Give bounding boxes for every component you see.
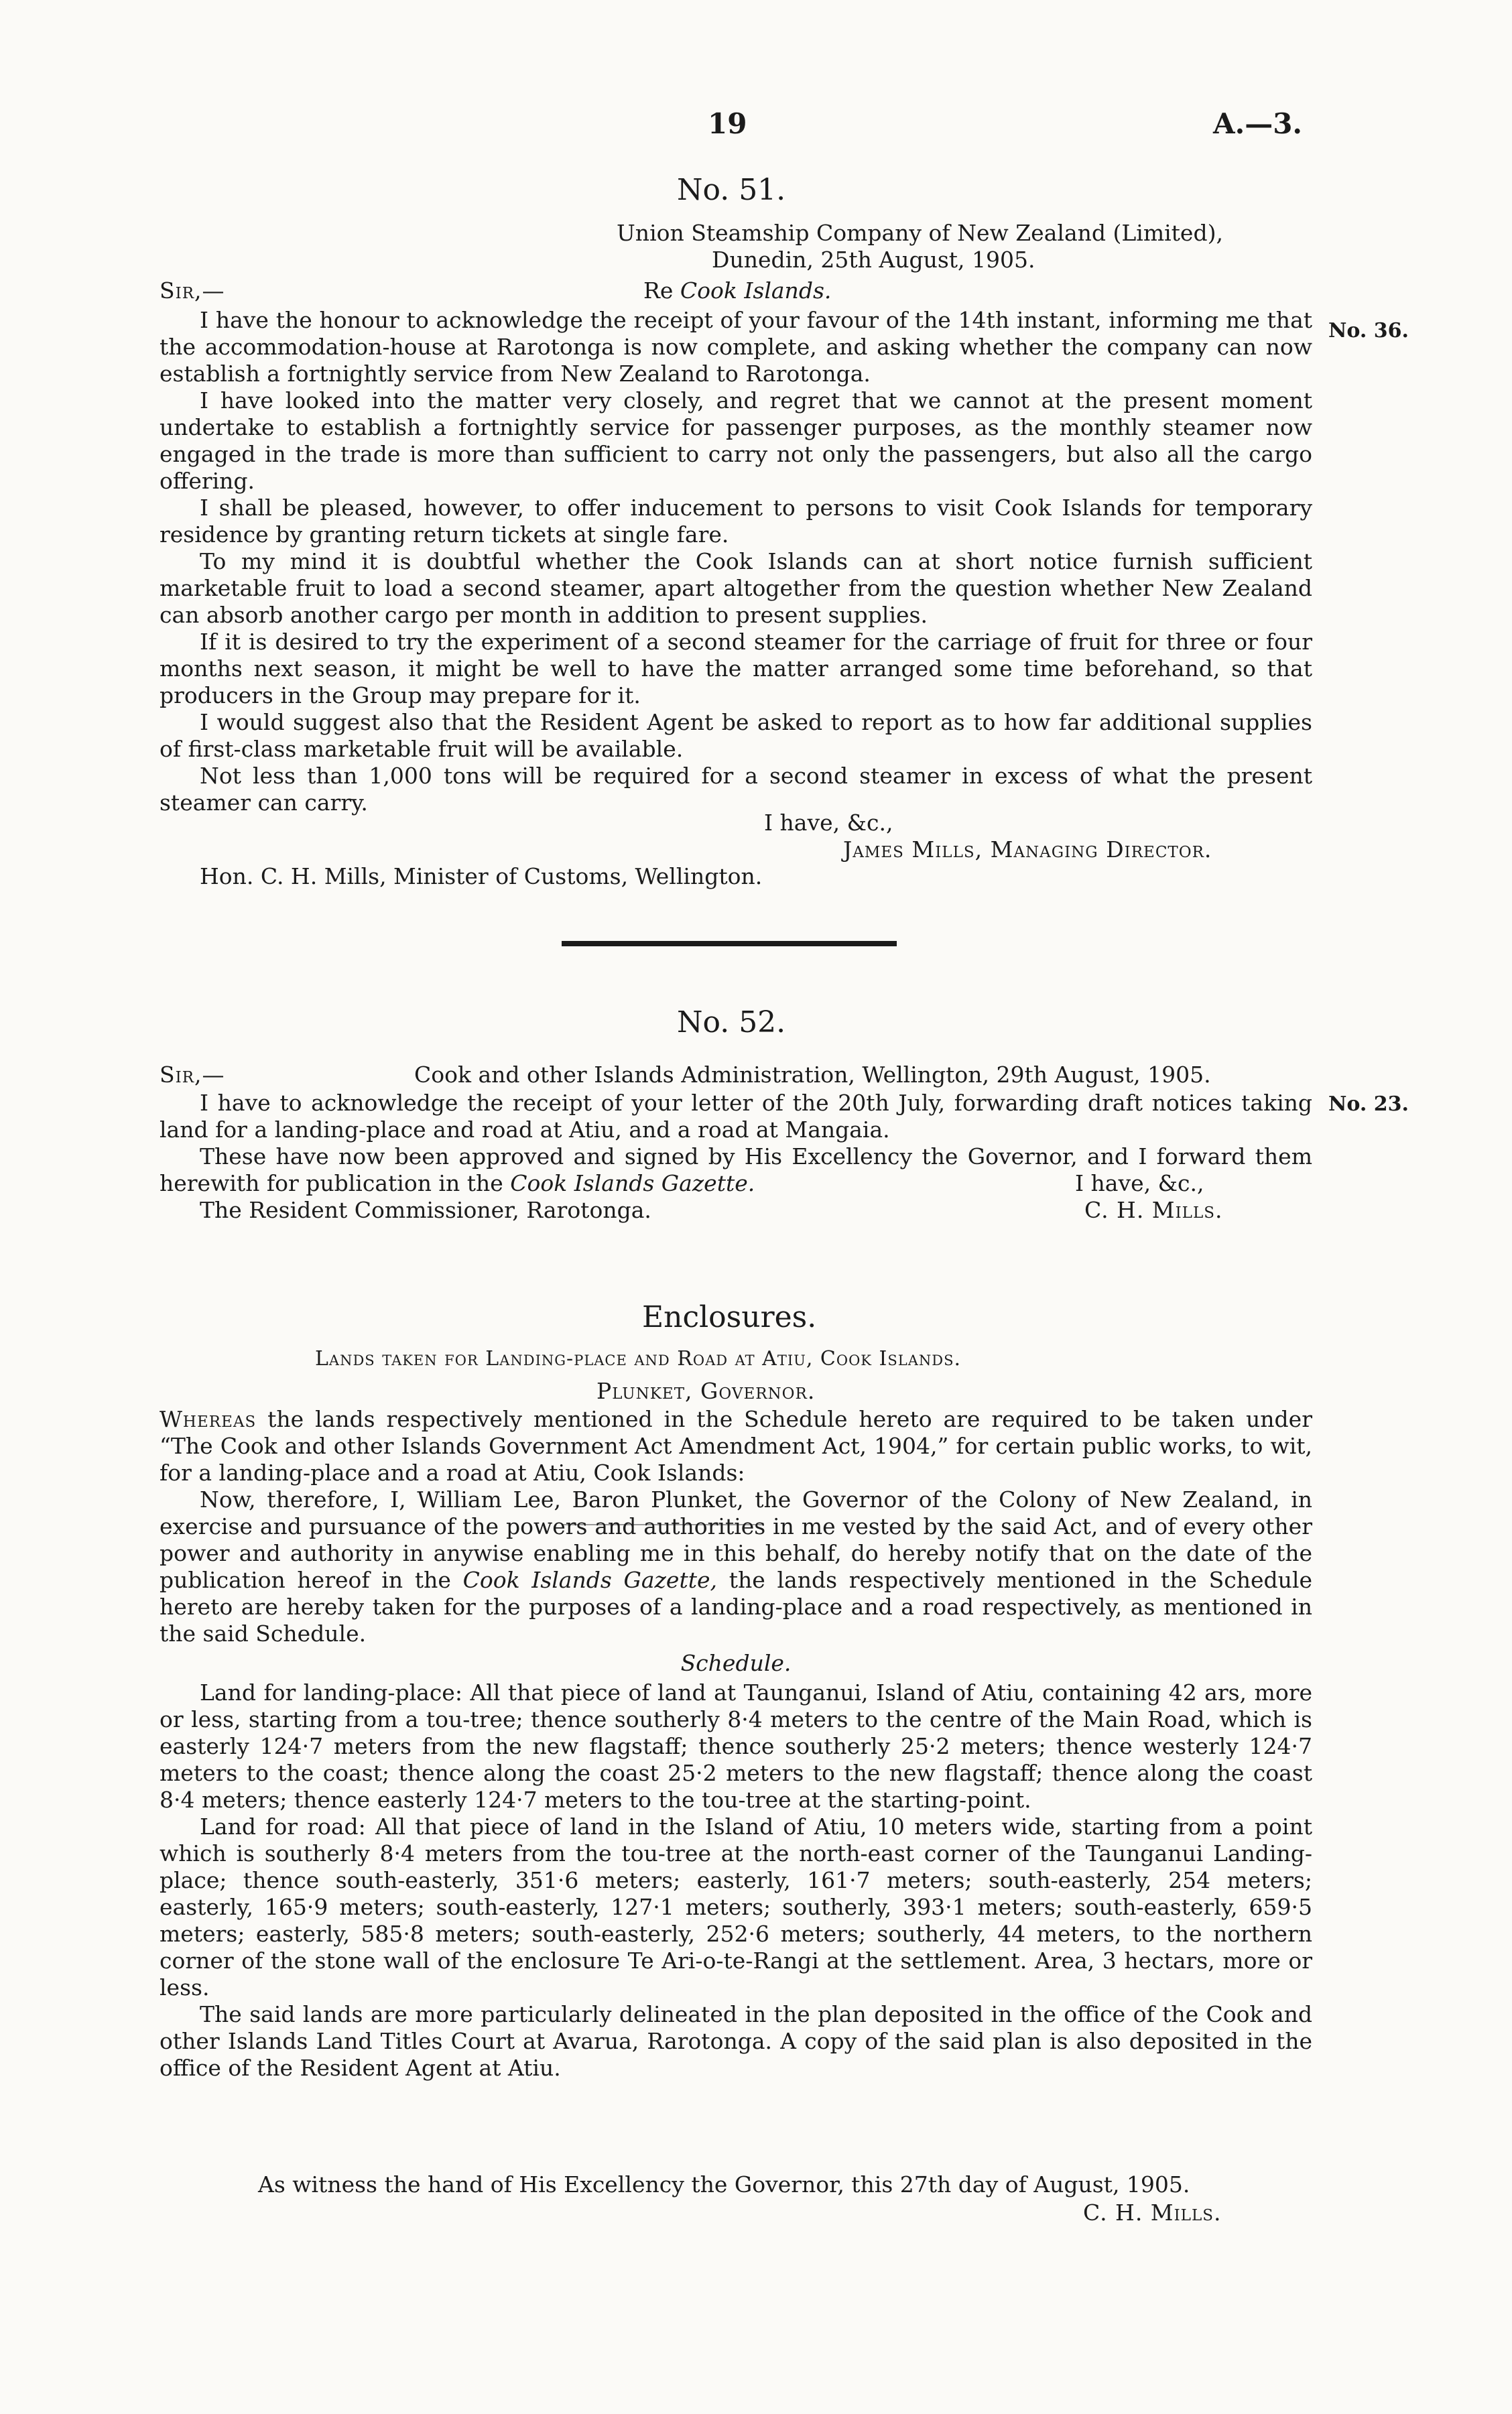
whereas-paragraph (160, 1406, 1312, 1486)
letter-52-paragraph: I have to acknowledge the receipt of your letter of the 20th July, forwarding draft notices taking land for a landing-place and road at Atiu, and a road at Mangaia. (160, 1090, 1312, 1143)
letter-51-signature: James Mills, Managing Director. (843, 836, 1212, 863)
witness-line: As witness the hand of His Excellency the Governor, this 27th day of August, 1905. (258, 2171, 1190, 2198)
letter-52-paragraph-text: These have now been approved and signed by His Excellency the Governor, and I forward them herewith for publication in the (160, 1143, 1312, 1196)
schedule-heading (160, 1650, 1312, 1677)
proclamation-body (160, 1406, 1312, 2082)
delineation-paragraph: The said lands are more particularly delineated in the plan deposited in the office of the Cook and other Islands Land Titles Court at Avarua, Rarotonga. A copy of the said plan is also deposited in the office of the Resident Agent at Atiu. (160, 2001, 1312, 2081)
letter-51-sender-line1: Union Steamship Company of New Zealand (Limited), (617, 220, 1223, 246)
letter-51-closing: I have, &c., (764, 810, 893, 836)
now-therefore-gazette-name: Cook Islands Gazette, (462, 1567, 718, 1593)
letter-51-paragraph: I shall be pleased, however, to offer inducement to persons to visit Cook Islands for temporary residence by granting return tickets at single fare. (160, 495, 1312, 548)
letter-52-sender: Cook and other Islands Administration, Wellington, 29th August, 1905. (414, 1062, 1211, 1088)
whereas-text: the lands respectively mentioned in the Schedule hereto are required to be taken under “The Cook and other Islands Government Act Amendment Act, 1904,” for certain public works, to wit, for a landing-place and a road at Atiu, Cook Islands: (160, 1406, 1312, 1486)
letter-51-paragraph: I have looked into the matter very closely, and regret that we cannot at the present moment undertake to establish a fortnightly service for passenger purposes, as the monthly steamer now engaged in the trade is more than sufficient to carry not only the passengers, but also all the cargo offering. (160, 387, 1312, 494)
letter-52-addressee: The Resident Commissioner, Rarotonga. (200, 1197, 651, 1223)
letter-52-margin-ref: No. 23. (1328, 1092, 1409, 1116)
letter-51-paragraph: I would suggest also that the Resident Agent be asked to report as to how far additional supplies of first-class marketable fruit will be available. (160, 709, 1312, 762)
letter-52-salutation: Sir,— (160, 1062, 225, 1088)
letter-51-body (160, 307, 1312, 816)
whereas-word: Whereas (160, 1406, 257, 1432)
letter-51-paragraph: I have the honour to acknowledge the receipt of your favour of the 14th instant, informing me that the accommodation-house at Rarotonga is now complete, and asking whether the company can now establish a fortnightly service from New Zealand to Rarotonga. (160, 307, 1312, 387)
letter-51-number: No. 51. (677, 173, 786, 207)
schedule-heading-text: Schedule. (680, 1650, 792, 1676)
letter-51-paragraph: To my mind it is doubtful whether the Cook Islands can at short notice furnish sufficient marketable fruit to load a second steamer, apart altogether from the question whether New Zealand can absorb another cargo per month in addition to present supplies. (160, 548, 1312, 628)
letter-51-paragraph: If it is desired to try the experiment of a second steamer for the carriage of fruit for three or four months next season, it might be well to have the matter arranged some time beforehand, so that producers in the Group may prepare for it. (160, 629, 1312, 708)
letter-51-subject-re: Re (643, 277, 674, 304)
section-divider (562, 941, 897, 946)
letter-51-paragraph: Not less than 1,000 tons will be required for a second steamer in excess of what the present steamer can carry. (160, 763, 1312, 816)
letter-52-gazette-name: Cook Islands Gazette. (510, 1170, 755, 1196)
paper-reference: A.—3. (1213, 107, 1303, 140)
letter-51-subject (643, 277, 831, 304)
letter-51-salutation: Sir,— (160, 277, 225, 304)
page-number: 19 (708, 107, 747, 140)
letter-51-subject-text: Cook Islands. (680, 277, 832, 304)
now-therefore-text-end: the lands respectively mentioned in the Schedule hereto are hereby taken for the purposes of a landing-place and a road respectively, as mentioned in the said Schedule. (160, 1567, 1313, 1647)
enclosures-heading: Enclosures. (642, 1300, 817, 1334)
letter-51-addressee: Hon. C. H. Mills, Minister of Customs, Wellington. (200, 863, 763, 889)
letter-51-margin-ref: No. 36. (1328, 319, 1409, 342)
schedule-landing-place: Land for landing-place: All that piece of land at Taunganui, Island of Atiu, containing 42 ars, more or less, starting from a tou-tree; thence southerly 8·4 meters to the centre of the Main Road, which is easterly 124·7 meters from the new flagstaff; thence southerly 25·2 meters; thence westerly 124·7 meters to the coast; thence along the coast 25·2 meters to the new flagstaff; thence along the coast 8·4 meters; thence easterly 124·7 meters to the tou-tree at the starting-point. (160, 1679, 1312, 1813)
now-therefore-paragraph (160, 1486, 1312, 1647)
letter-52-closing: I have, &c., (1075, 1170, 1204, 1196)
letter-51-sender-line2: Dunedin, 25th August, 1905. (712, 247, 1035, 273)
now-therefore-text: Now, therefore, I, William Lee, Baron Plunket, the Governor of the Colony of New Zealand, in exercise and pursuance of the powers and authorities in me vested by the said Act, and of every other power and authority in anywise enabling me in this behalf, do hereby notify that on the date of the publication hereof in the (160, 1486, 1312, 1593)
letter-52-signature: C. H. Mills. (1084, 1197, 1223, 1223)
enclosure-governor: Plunket, Governor. (596, 1378, 816, 1404)
enclosure-signature: C. H. Mills. (1083, 2200, 1222, 2226)
schedule-road: Land for road: All that piece of land in the Island of Atiu, 10 meters wide, starting from a point which is southerly 8·4 meters from the tou-tree at the north-east corner of the Taunganui Landing-place; thence south-easterly, 351·6 meters; easterly, 161·7 meters; south-easterly, 254 meters; easterly, 165·9 meters; south-easterly, 127·1 meters; southerly, 393·1 meters; south-easterly, 659·5 meters; easterly, 585·8 meters; south-easterly, 252·6 meters; southerly, 44 meters, to the northern corner of the stone wall of the enclosure Te Ari-o-te-Rangi at the settlement. Area, 3 hectars, more or less. (160, 1814, 1312, 2000)
enclosure-title: Lands taken for Landing-place and Road at Atiu, Cook Islands. (315, 1347, 962, 1371)
letter-52-number: No. 52. (677, 1005, 786, 1039)
